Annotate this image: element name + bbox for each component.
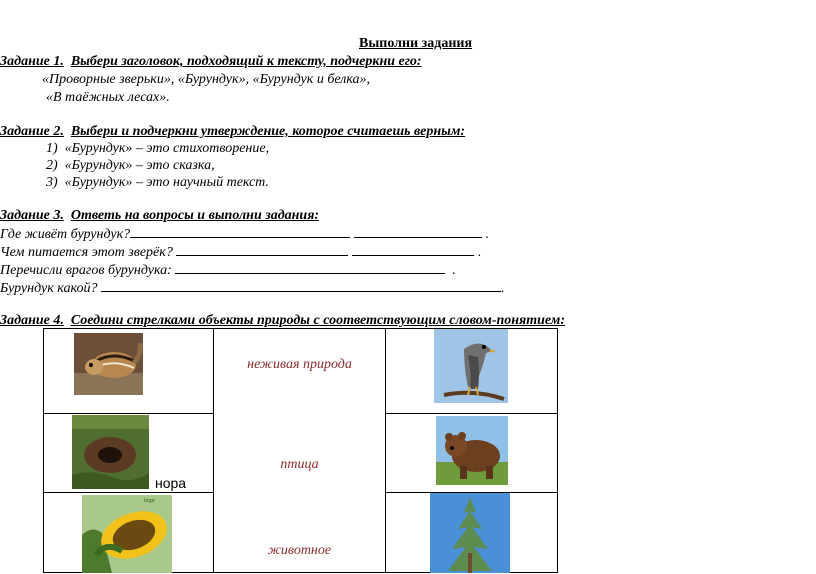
task1-options-line1: «Проворные зверьки», «Бурундук», «Бурундук и белка», (42, 72, 371, 87)
concept-animal[interactable]: животное (267, 543, 332, 558)
task4-text: Соедини стрелками объекты природы с соответствующим словом-понятием: (70, 313, 566, 328)
answer-line[interactable] (101, 279, 501, 292)
task1-text: Выбери заголовок, подходящий к тексту, подчеркни его: (70, 54, 422, 69)
bear-photo[interactable] (436, 416, 508, 485)
task2-heading (0, 124, 465, 140)
task2-item: 1) «Бурундук» – это стихотворение, (46, 141, 270, 156)
task4-label: Задание 4. (0, 313, 64, 328)
answer-line[interactable] (354, 225, 482, 238)
answer-line[interactable] (352, 243, 474, 256)
question-row: Бурундук какой? . (0, 281, 505, 296)
sunflower-photo[interactable] (82, 495, 172, 573)
task4-heading (0, 313, 565, 329)
concept-bird[interactable]: птица (280, 457, 319, 472)
burrow-caption: нора (155, 475, 187, 491)
burrow-photo[interactable] (72, 415, 149, 489)
hawk-photo[interactable] (434, 329, 508, 403)
concepts-cell (214, 329, 386, 573)
task3-label: Задание 3. (0, 208, 64, 223)
question-row: Чем питается этот зверёк? . (0, 245, 482, 260)
answer-line[interactable] (130, 225, 350, 238)
task2-label: Задание 2. (0, 124, 64, 139)
svg-text:logo: logo (144, 498, 155, 504)
task3-text: Ответь на вопросы и выполни задания: (70, 208, 320, 223)
task1-label: Задание 1. (0, 54, 64, 69)
table-cell (44, 329, 214, 414)
table-cell (44, 414, 214, 493)
matching-table (43, 328, 558, 573)
concept-nonliving[interactable]: неживая природа (247, 357, 352, 372)
task1-heading (0, 54, 422, 70)
page-title: Выполни задания (359, 36, 473, 51)
answer-line[interactable] (175, 261, 445, 274)
task1-options-line2: «В таёжных лесах». (46, 90, 170, 105)
question-row: Где живёт бурундук? . (0, 227, 490, 242)
table-cell (386, 414, 558, 493)
fir-tree-photo[interactable] (430, 493, 510, 573)
answer-line[interactable] (176, 243, 348, 256)
table-cell (44, 493, 214, 573)
task2-text: Выбери и подчеркни утверждение, которое считаешь верным: (70, 124, 466, 139)
chipmunk-photo[interactable] (74, 333, 143, 395)
question-row: Перечисли врагов бурундука: . (0, 263, 456, 278)
table-cell (386, 329, 558, 414)
task2-item: 3) «Бурундук» – это научный текст. (46, 175, 269, 190)
task3-heading (0, 208, 319, 224)
task2-item: 2) «Бурундук» – это сказка, (46, 158, 215, 173)
table-cell (386, 493, 558, 573)
